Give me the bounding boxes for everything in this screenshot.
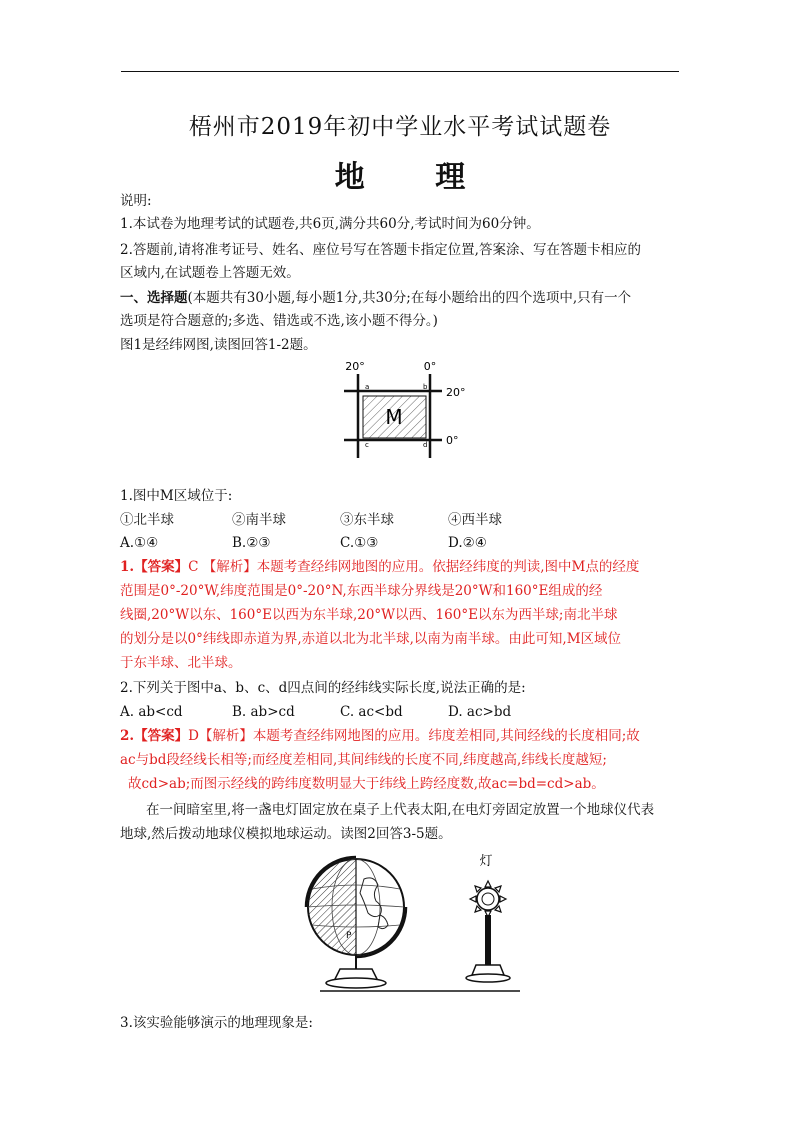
figure-2-intro-cont: 地球,然后拨动地球仪模拟地球运动。读图2回答3-5题。 <box>120 826 452 842</box>
figure-1-intro: 图1是经纬网图,读图回答1-2题。 <box>120 337 317 353</box>
exam-title: 梧州市2019年初中学业水平考试试题卷 <box>188 114 612 140</box>
answer-1-label: 1.【答案】 <box>120 559 189 575</box>
option-b: B.②③ <box>232 535 271 551</box>
answer-1-line-5: 于东半球、北半球。 <box>120 655 242 671</box>
lon-label-right: 0° <box>423 360 437 373</box>
figure-2-globe-lamp <box>300 845 530 995</box>
answer-1-line-3: 线圈,20°W以东、160°E以西为东半球,20°W以西、160°E以东为西半球;南北半球 <box>120 607 618 623</box>
question-2-stem: 2.下列关于图中a、b、c、d四点间的经纬线实际长度,说法正确的是: <box>120 680 526 696</box>
corner-d: d <box>423 441 428 449</box>
lamp-label: 灯 <box>479 854 493 869</box>
corner-b: b <box>423 383 428 391</box>
section-1-header <box>120 288 695 308</box>
answer-1-text: C 【解析】本题考查经纬网地图的应用。依据经纬度的判读,图中M点的经度 <box>188 559 640 575</box>
answer-2-label: 2.【答案】 <box>120 728 189 744</box>
choice-1: ①北半球 <box>120 512 174 528</box>
figure-1-graticule <box>330 358 480 468</box>
answer-1-line-4: 的划分是以0°纬线即赤道为界,赤道以北为北半球,以南为南半球。由此可知,M区域位 <box>120 631 622 647</box>
section-1-desc: (本题共有30小题,每小题1分,共30分;在每小题给出的四个选项中,只有一个 <box>187 290 632 306</box>
answer-1-line-1 <box>120 557 695 577</box>
choice-3: ③东半球 <box>340 512 394 528</box>
region-m-label: M <box>385 405 403 429</box>
answer-2-line-2: ac与bd段经线长相等;而经度差相同,其间纬线的长度不同,纬度越高,纬线长度越短; <box>120 752 607 768</box>
corner-a: a <box>365 383 370 391</box>
instructions-heading: 说明: <box>120 193 152 209</box>
option-a: A. ab<cd <box>120 704 183 720</box>
instruction-item-2: 2.答题前,请将准考证号、姓名、座位号写在答题卡指定位置,答案涂、写在答题卡相应的 <box>120 242 641 258</box>
lamp <box>466 854 510 982</box>
lat-label-top: 20° <box>446 386 466 399</box>
subject-title: 地 理 <box>334 160 496 195</box>
choice-4: ④西半球 <box>448 512 502 528</box>
answer-1-line-2: 范围是0°-20°W,纬度范围是0°-20°N,东西半球分界线是20°W和160°E组成的经 <box>120 583 603 599</box>
option-c: C.①③ <box>340 535 379 551</box>
point-p-label: P <box>346 931 352 941</box>
option-b: B. ab>cd <box>232 704 295 720</box>
lat-label-bottom: 0° <box>446 434 459 447</box>
section-1-desc-cont: 选项是符合题意的;多选、错选或不选,该小题不得分。) <box>120 313 438 329</box>
lon-label-left: 20° <box>345 360 365 373</box>
option-d: D.②④ <box>448 535 487 551</box>
answer-2-line-3: 故cd>ab;而图示经线的跨纬度数明显大于纬线上跨经度数,故ac=bd=cd>ab。 <box>128 776 605 792</box>
choice-2: ②南半球 <box>232 512 286 528</box>
answer-2-text: D【解析】本题考查经纬网地图的应用。纬度差相同,其间经线的长度相同;故 <box>188 728 640 744</box>
option-d: D. ac>bd <box>448 704 512 720</box>
figure-2-intro: 在一间暗室里,将一盏电灯固定放在桌子上代表太阳,在电灯旁固定放置一个地球仪代表 <box>146 802 655 818</box>
question-1-stem: 1.图中M区域位于: <box>120 488 233 504</box>
instruction-item-1: 1.本试卷为地理考试的试题卷,共6页,满分共60分,考试时间为60分钟。 <box>120 216 540 232</box>
question-3-stem: 3.该实验能够演示的地理现象是: <box>120 1015 313 1031</box>
answer-2-line-1 <box>120 726 695 746</box>
instruction-item-2-cont: 区域内,在试题卷上答题无效。 <box>120 265 300 281</box>
header-rule <box>121 71 679 72</box>
option-a: A.①④ <box>120 535 159 551</box>
globe <box>306 857 406 988</box>
option-c: C. ac<bd <box>340 704 403 720</box>
section-1-label: 一、选择题 <box>120 290 188 306</box>
corner-c: c <box>365 441 369 449</box>
